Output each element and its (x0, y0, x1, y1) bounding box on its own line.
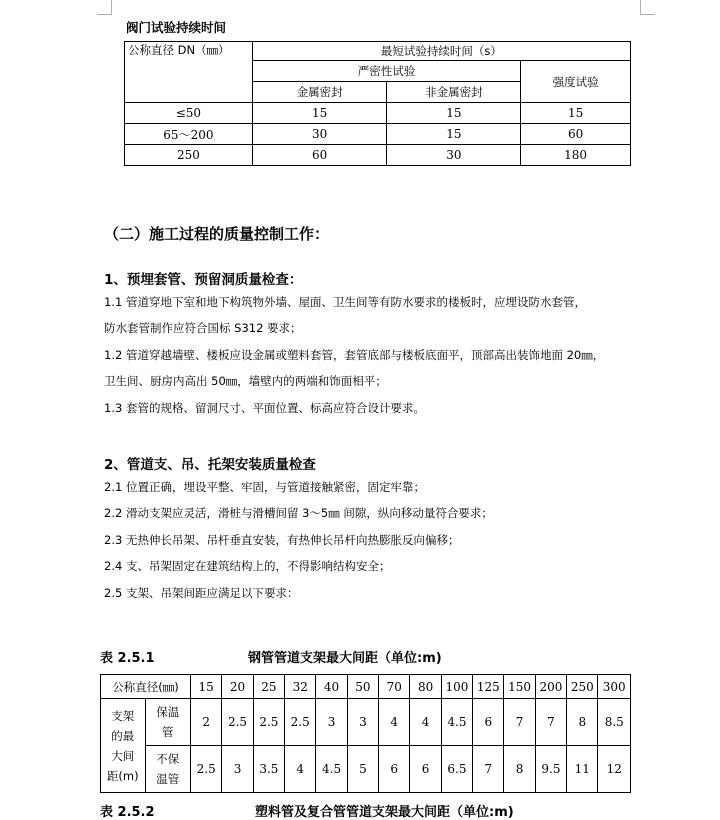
table-row (125, 124, 631, 145)
uninsulated-cell: 9.5 (535, 746, 566, 793)
insulated-cell: 4 (410, 699, 441, 746)
uninsulated-cell: 6 (379, 746, 410, 793)
col-tightness-header: 严密性试验 (252, 61, 520, 82)
page-corner-mark-right (640, 0, 655, 15)
insulated-cell: 4.5 (441, 699, 472, 746)
paragraph-line: 2.1 位置正确，埋设平整、牢固，与管道接触紧密，固定牢靠； (104, 480, 425, 494)
diameter-cell: 200 (535, 675, 566, 699)
label-line: 温管 (156, 772, 180, 786)
dn-cell: 65～200 (125, 124, 253, 145)
uninsulated-cell: 12 (598, 746, 631, 793)
insulated-label (145, 699, 191, 746)
insulated-cell: 7 (535, 699, 566, 746)
table-252-title: 塑料管及复合管管道支架最大间距（单位:m) (255, 805, 514, 820)
subsection-title-2: 2、管道支、吊、托架安装质量检查 (104, 457, 316, 473)
label-line: 距(m) (106, 768, 139, 783)
table-row (125, 145, 631, 166)
nonmetal-cell: 15 (387, 124, 521, 145)
insulated-cell: 3 (316, 699, 347, 746)
col-metal-header: 金属密封 (252, 82, 387, 103)
uninsulated-cell: 6.5 (441, 746, 472, 793)
nonmetal-cell: 30 (387, 145, 521, 166)
valve-table-title: 阀门试验持续时间 (126, 20, 227, 35)
insulated-cell: 2.5 (222, 699, 253, 746)
diameter-cell: 32 (285, 675, 316, 699)
table-row (125, 103, 631, 124)
uninsulated-cell: 5 (347, 746, 378, 793)
insulated-cell: 8 (567, 699, 598, 746)
col-dn-header: 公称直径 DN（㎜） (125, 42, 253, 103)
uninsulated-cell: 4.5 (316, 746, 347, 793)
insulated-cell: 6 (473, 699, 504, 746)
paragraph-line: 防水套管制作应符合国标 S312 要求； (104, 321, 302, 335)
uninsulated-cell: 2.5 (191, 746, 222, 793)
uninsulated-row (101, 746, 631, 793)
dn-cell: 250 (125, 145, 253, 166)
diameter-cell: 20 (222, 675, 253, 699)
valve-test-table (124, 41, 631, 166)
diameter-header: 公称直径(㎜) (101, 675, 191, 699)
paragraph-line: 2.4 支、吊架固定在建筑结构上的，不得影响结构安全； (104, 559, 391, 573)
diameter-cell: 25 (253, 675, 284, 699)
diameter-cell: 125 (473, 675, 504, 699)
steel-pipe-support-table (100, 674, 631, 793)
paragraph-line: 2.5 支架、吊架间距应满足以下要求： (104, 586, 299, 600)
table-252-number: 表 2.5.2 (100, 805, 155, 820)
nonmetal-cell: 15 (387, 103, 521, 124)
diameter-cell: 40 (316, 675, 347, 699)
metal-cell: 60 (252, 145, 387, 166)
insulated-cell: 8.5 (598, 699, 631, 746)
paragraph-line: 2.3 无热伸长吊架、吊杆垂直安装，有热伸长吊杆向热膨胀反向偏移； (104, 533, 460, 547)
strength-cell: 60 (521, 124, 631, 145)
label-line: 不保 (156, 752, 180, 766)
strength-cell: 15 (521, 103, 631, 124)
uninsulated-cell: 3.5 (253, 746, 284, 793)
diameter-cell: 80 (410, 675, 441, 699)
uninsulated-cell: 8 (504, 746, 535, 793)
strength-cell: 180 (521, 145, 631, 166)
diameter-cell: 70 (379, 675, 410, 699)
uninsulated-label (145, 746, 191, 793)
label-line: 保温 (156, 705, 180, 719)
insulated-cell: 2 (191, 699, 222, 746)
metal-cell: 30 (252, 124, 387, 145)
paragraph-line: 卫生间、厨房内高出 50㎜，墙壁内的两端和饰面相平； (104, 374, 387, 388)
diameter-cell: 300 (598, 675, 631, 699)
insulated-cell: 4 (379, 699, 410, 746)
uninsulated-cell: 11 (567, 746, 598, 793)
diameter-row (101, 675, 631, 699)
diameter-cell: 100 (441, 675, 472, 699)
section-heading: （二）施工过程的质量控制工作： (104, 225, 330, 243)
diameter-cell: 250 (567, 675, 598, 699)
max-spacing-label (101, 699, 146, 793)
uninsulated-cell: 3 (222, 746, 253, 793)
subsection-title-1: 1、预埋套管、预留洞质量检查： (104, 272, 303, 288)
insulated-cell: 2.5 (253, 699, 284, 746)
col-nonmetal-header: 非金属密封 (387, 82, 521, 103)
diameter-cell: 50 (347, 675, 378, 699)
uninsulated-cell: 6 (410, 746, 441, 793)
insulated-row (101, 699, 631, 746)
col-min-time-header: 最短试验持续时间（s） (252, 42, 630, 61)
paragraph-line: 2.2 滑动支架应灵活，滑桩与滑槽间留 3～5㎜ 间隙，纵向移动量符合要求； (104, 506, 493, 520)
diameter-cell: 15 (191, 675, 222, 699)
label-line: 大间 (111, 748, 135, 763)
metal-cell: 15 (252, 103, 387, 124)
insulated-cell: 3 (347, 699, 378, 746)
table-251-number: 表 2.5.1 (100, 651, 155, 666)
label-line: 的最 (111, 728, 135, 743)
table-251-title: 钢管管道支架最大间距（单位:m) (248, 651, 442, 666)
paragraph-line: 1.2 管道穿越墙壁、楼板应设金属或塑料套管，套管底部与楼板底面平，顶部高出装饰地面 20㎜， (104, 348, 605, 362)
uninsulated-cell: 4 (285, 746, 316, 793)
paragraph-line: 1.1 管道穿地下室和地下构筑物外墙、屋面、卫生间等有防水要求的楼板时，应埋设防水套管， (104, 295, 586, 309)
diameter-cell: 150 (504, 675, 535, 699)
label-line: 管 (162, 725, 174, 739)
paragraph-line: 1.3 套管的规格、留洞尺寸、平面位置、标高应符合设计要求。 (104, 401, 425, 415)
label-line: 支架 (111, 708, 135, 723)
dn-cell: ≤50 (125, 103, 253, 124)
uninsulated-cell: 7 (473, 746, 504, 793)
insulated-cell: 2.5 (285, 699, 316, 746)
page-corner-mark-left (97, 0, 112, 15)
col-strength-header: 强度试验 (521, 61, 631, 103)
insulated-cell: 7 (504, 699, 535, 746)
